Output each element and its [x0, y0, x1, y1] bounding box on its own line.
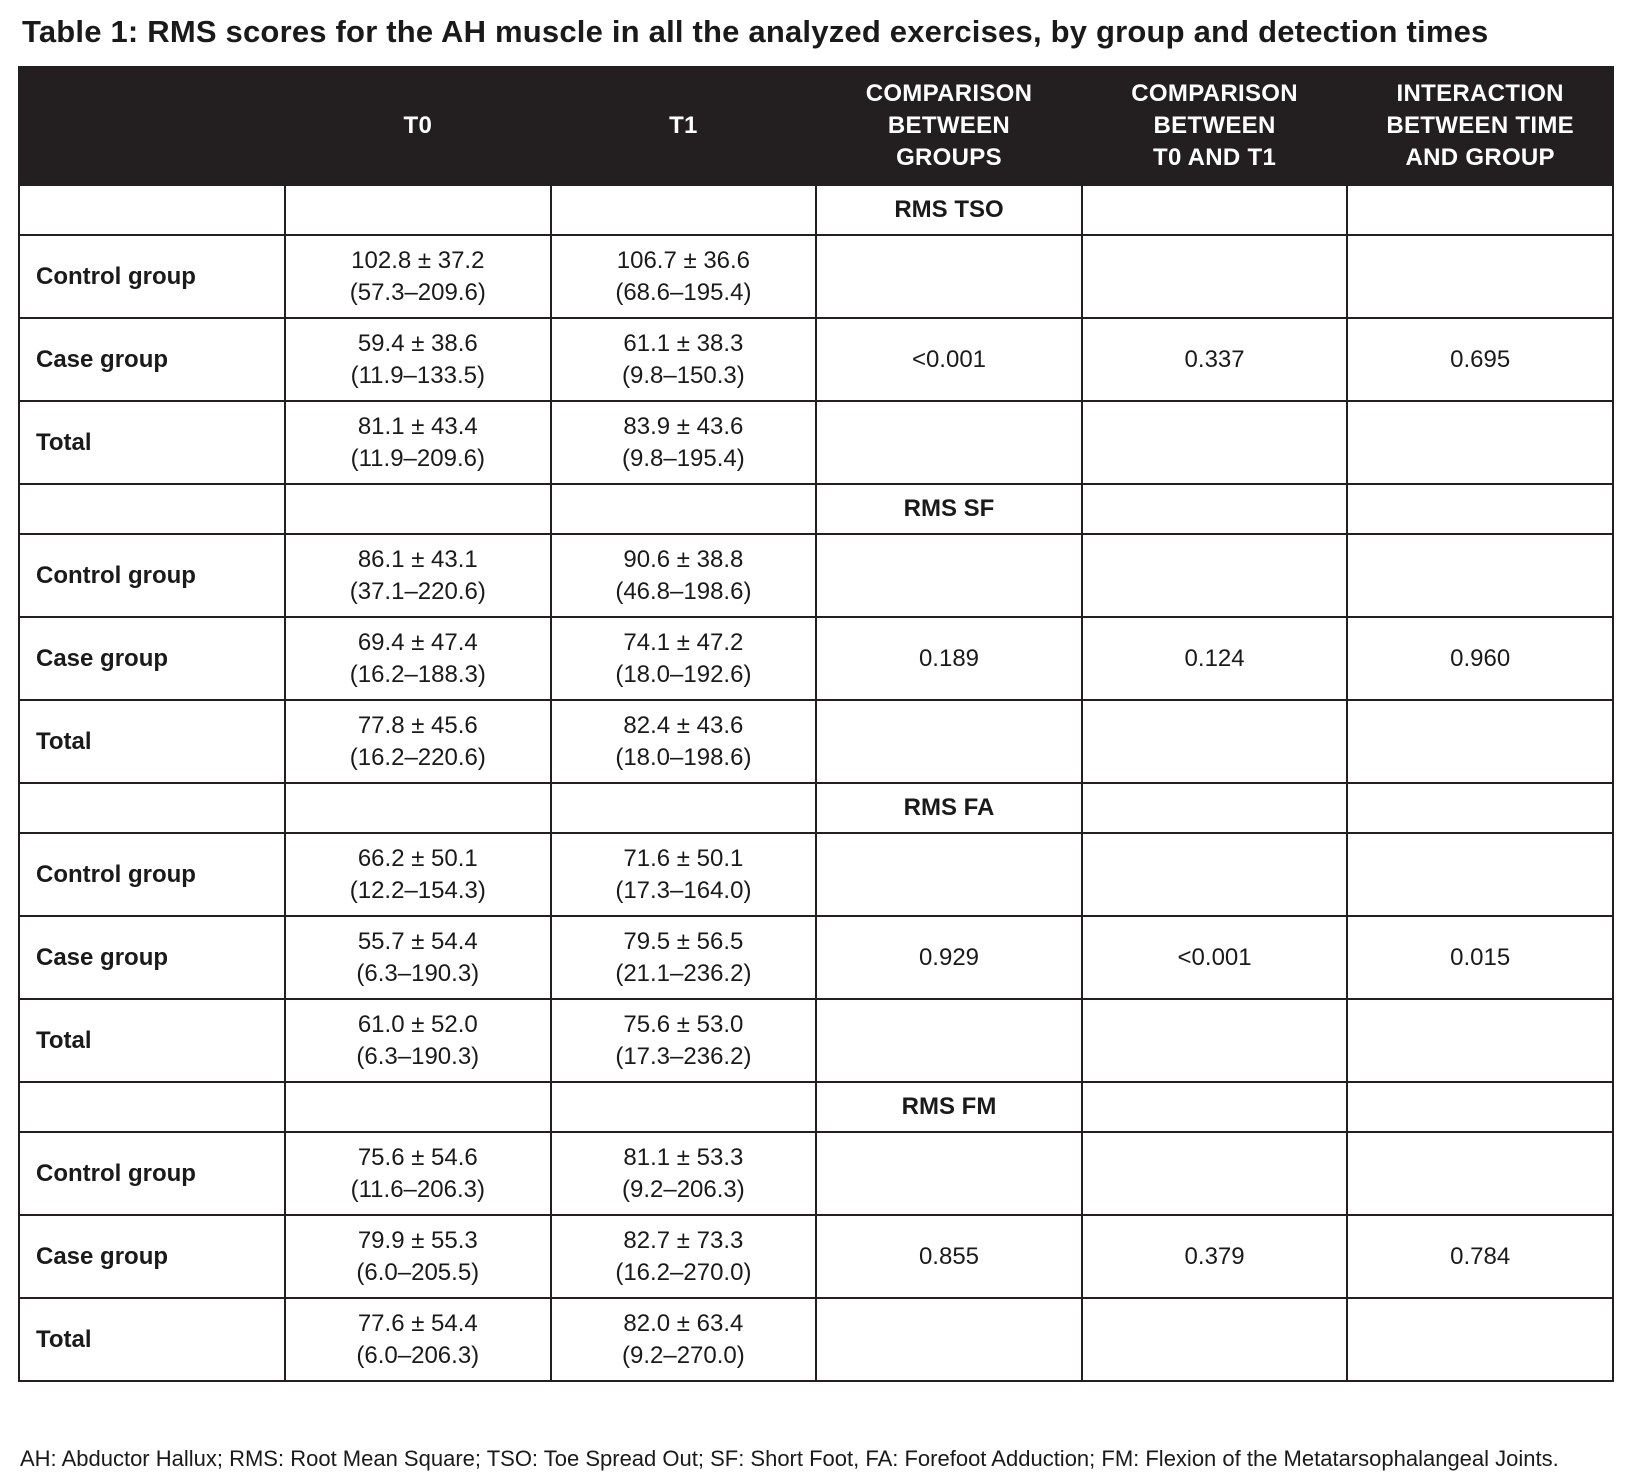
table-body: [19, 185, 1613, 1381]
p-time-cell: 0.337: [1082, 318, 1348, 401]
mean-sd: 75.6 ± 54.6: [357, 1143, 478, 1171]
table-row: [19, 1132, 1613, 1215]
row-label: Control group: [19, 833, 285, 916]
header-interaction: [1347, 67, 1613, 185]
range: (11.6–206.3): [350, 1175, 485, 1203]
header-empty-cell: [19, 67, 285, 185]
mean-sd: 59.4 ± 38.6: [357, 329, 478, 357]
range: (16.2–270.0): [615, 1258, 752, 1286]
t1-cell: [551, 916, 817, 999]
empty-cell: [1347, 185, 1613, 235]
range: (6.0–206.3): [356, 1341, 480, 1369]
p-time-cell: 0.379: [1082, 1215, 1348, 1298]
header-line: INTERACTION: [1396, 80, 1564, 107]
empty-cell: [816, 401, 1082, 484]
range: (9.8–150.3): [622, 361, 745, 389]
section-row: [19, 185, 1613, 235]
p-interaction-cell: 0.015: [1347, 916, 1613, 999]
range: (17.3–236.2): [615, 1042, 752, 1070]
row-label: Control group: [19, 235, 285, 318]
section-label: RMS SF: [816, 484, 1082, 534]
row-label: Total: [19, 999, 285, 1082]
empty-cell: [1347, 833, 1613, 916]
empty-cell: [551, 185, 817, 235]
p-time-cell: <0.001: [1082, 916, 1348, 999]
range: (17.3–164.0): [615, 876, 752, 904]
t0-cell: [285, 401, 551, 484]
section-label: RMS FA: [816, 783, 1082, 833]
table-row: [19, 999, 1613, 1082]
row-label: Control group: [19, 534, 285, 617]
section-row: [19, 1082, 1613, 1132]
mean-sd: 90.6 ± 38.8: [623, 545, 744, 573]
empty-cell: [19, 185, 285, 235]
table-caption: Table 1: RMS scores for the AH muscle in all the analyzed exercises, by group and detection times: [22, 14, 1489, 49]
mean-sd: 75.6 ± 53.0: [623, 1010, 744, 1038]
empty-cell: [1082, 534, 1348, 617]
range: (46.8–198.6): [615, 577, 752, 605]
header-comparison-time: [1082, 67, 1348, 185]
empty-cell: [1347, 235, 1613, 318]
table-row: [19, 235, 1613, 318]
table-row: [19, 833, 1613, 916]
row-label: Case group: [19, 318, 285, 401]
mean-sd: 61.1 ± 38.3: [623, 329, 744, 357]
range: (68.6–195.4): [615, 278, 752, 306]
mean-sd: 86.1 ± 43.1: [357, 545, 478, 573]
mean-sd: 81.1 ± 53.3: [623, 1143, 744, 1171]
table-row: [19, 617, 1613, 700]
p-groups-cell: 0.189: [816, 617, 1082, 700]
table-footnote: AH: Abductor Hallux; RMS: Root Mean Square; TSO: Toe Spread Out; SF: Short Foot, FA: Forefoot Adduction; FM: Flexion of the Metatarsophalangeal Joints.: [20, 1446, 1559, 1471]
empty-cell: [1082, 783, 1348, 833]
row-label: Case group: [19, 617, 285, 700]
table-row: [19, 1215, 1613, 1298]
header-t1: T1: [551, 67, 817, 185]
empty-cell: [1082, 1082, 1348, 1132]
header-line: COMPARISON: [865, 80, 1033, 107]
t1-cell: [551, 534, 817, 617]
empty-cell: [285, 783, 551, 833]
empty-cell: [285, 185, 551, 235]
mean-sd: 102.8 ± 37.2: [351, 246, 485, 274]
row-label: Case group: [19, 916, 285, 999]
t1-cell: [551, 401, 817, 484]
range: (6.0–205.5): [356, 1258, 480, 1286]
table-row: [19, 700, 1613, 783]
row-label: Control group: [19, 1132, 285, 1215]
range: (16.2–188.3): [349, 660, 486, 688]
mean-sd: 106.7 ± 36.6: [616, 246, 751, 274]
empty-cell: [1082, 833, 1348, 916]
mean-sd: 69.4 ± 47.4: [357, 628, 478, 656]
header-line: BETWEEN TIME: [1386, 112, 1574, 139]
empty-cell: [285, 484, 551, 534]
empty-cell: [1082, 401, 1348, 484]
empty-cell: [816, 1132, 1082, 1215]
t0-cell: [285, 1298, 551, 1381]
header-line: BETWEEN: [1153, 112, 1276, 139]
t0-cell: [285, 1132, 551, 1215]
section-label: RMS FM: [816, 1082, 1082, 1132]
p-groups-cell: <0.001: [816, 318, 1082, 401]
p-interaction-cell: 0.784: [1347, 1215, 1613, 1298]
empty-cell: [1082, 484, 1348, 534]
t0-cell: [285, 235, 551, 318]
empty-cell: [1082, 1298, 1348, 1381]
mean-sd: 74.1 ± 47.2: [623, 628, 744, 656]
mean-sd: 55.7 ± 54.4: [357, 927, 478, 955]
t0-cell: [285, 1215, 551, 1298]
header-t0: T0: [285, 67, 551, 185]
rms-table: [18, 66, 1614, 1382]
mean-sd: 79.5 ± 56.5: [623, 927, 744, 955]
t0-cell: [285, 318, 551, 401]
mean-sd: 82.4 ± 43.6: [623, 711, 744, 739]
mean-sd: 82.0 ± 63.4: [623, 1309, 744, 1337]
range: (6.3–190.3): [356, 959, 480, 987]
empty-cell: [1082, 700, 1348, 783]
p-groups-cell: 0.855: [816, 1215, 1082, 1298]
p-interaction-cell: 0.960: [1347, 617, 1613, 700]
empty-cell: [551, 1082, 817, 1132]
empty-cell: [1082, 235, 1348, 318]
range: (57.3–209.6): [349, 278, 486, 306]
range: (12.2–154.3): [349, 876, 486, 904]
range: (9.2–206.3): [622, 1175, 745, 1203]
empty-cell: [1347, 534, 1613, 617]
t1-cell: [551, 1298, 817, 1381]
t0-cell: [285, 534, 551, 617]
empty-cell: [1082, 185, 1348, 235]
row-label: Total: [19, 1298, 285, 1381]
empty-cell: [816, 1298, 1082, 1381]
range: (21.1–236.2): [615, 959, 752, 987]
mean-sd: 82.7 ± 73.3: [623, 1226, 744, 1254]
t1-cell: [551, 700, 817, 783]
empty-cell: [816, 833, 1082, 916]
empty-cell: [1347, 1298, 1613, 1381]
section-row: [19, 484, 1613, 534]
empty-cell: [1347, 1132, 1613, 1215]
row-label: Case group: [19, 1215, 285, 1298]
empty-cell: [816, 235, 1082, 318]
range: (18.0–192.6): [615, 660, 752, 688]
mean-sd: 79.9 ± 55.3: [357, 1226, 478, 1254]
empty-cell: [19, 1082, 285, 1132]
p-interaction-cell: 0.695: [1347, 318, 1613, 401]
header-line: BETWEEN: [887, 112, 1011, 139]
t1-cell: [551, 1215, 817, 1298]
row-label: Total: [19, 401, 285, 484]
empty-cell: [1347, 999, 1613, 1082]
mean-sd: 83.9 ± 43.6: [623, 412, 744, 440]
empty-cell: [1347, 484, 1613, 534]
t1-cell: [551, 999, 817, 1082]
header-line: GROUPS: [896, 144, 1002, 171]
row-label: Total: [19, 700, 285, 783]
t1-cell: [551, 235, 817, 318]
header-line: COMPARISON: [1131, 80, 1298, 107]
range: (11.9–209.6): [350, 444, 485, 472]
range: (9.2–270.0): [622, 1341, 745, 1369]
mean-sd: 66.2 ± 50.1: [357, 844, 478, 872]
t0-cell: [285, 833, 551, 916]
empty-cell: [551, 484, 817, 534]
mean-sd: 77.6 ± 54.4: [357, 1309, 478, 1337]
p-groups-cell: 0.929: [816, 916, 1082, 999]
t0-cell: [285, 999, 551, 1082]
empty-cell: [1347, 783, 1613, 833]
table-row: [19, 318, 1613, 401]
header-line: AND GROUP: [1405, 144, 1555, 171]
table-row: [19, 534, 1613, 617]
range: (16.2–220.6): [349, 743, 486, 771]
empty-cell: [551, 783, 817, 833]
mean-sd: 81.1 ± 43.4: [357, 412, 478, 440]
t1-cell: [551, 318, 817, 401]
range: (18.0–198.6): [615, 743, 752, 771]
empty-cell: [19, 783, 285, 833]
header-row: [19, 67, 1613, 185]
range: (37.1–220.6): [349, 577, 486, 605]
empty-cell: [19, 484, 285, 534]
t1-cell: [551, 617, 817, 700]
section-row: [19, 783, 1613, 833]
range: (9.8–195.4): [622, 444, 745, 472]
t1-cell: [551, 833, 817, 916]
table-header: [19, 67, 1613, 185]
empty-cell: [1082, 1132, 1348, 1215]
header-comparison-groups: [816, 67, 1082, 185]
empty-cell: [816, 534, 1082, 617]
mean-sd: 71.6 ± 50.1: [623, 844, 744, 872]
empty-cell: [1082, 999, 1348, 1082]
table-row: [19, 401, 1613, 484]
t1-cell: [551, 1132, 817, 1215]
p-time-cell: 0.124: [1082, 617, 1348, 700]
t0-cell: [285, 700, 551, 783]
section-label: RMS TSO: [816, 185, 1082, 235]
empty-cell: [816, 999, 1082, 1082]
empty-cell: [1347, 700, 1613, 783]
empty-cell: [1347, 401, 1613, 484]
range: (11.9–133.5): [350, 361, 485, 389]
table-row: [19, 1298, 1613, 1381]
table-row: [19, 916, 1613, 999]
mean-sd: 77.8 ± 45.6: [357, 711, 478, 739]
empty-cell: [1347, 1082, 1613, 1132]
empty-cell: [285, 1082, 551, 1132]
empty-cell: [816, 700, 1082, 783]
header-line: T0 AND T1: [1152, 144, 1277, 171]
mean-sd: 61.0 ± 52.0: [357, 1010, 478, 1038]
range: (6.3–190.3): [356, 1042, 480, 1070]
t0-cell: [285, 916, 551, 999]
t0-cell: [285, 617, 551, 700]
